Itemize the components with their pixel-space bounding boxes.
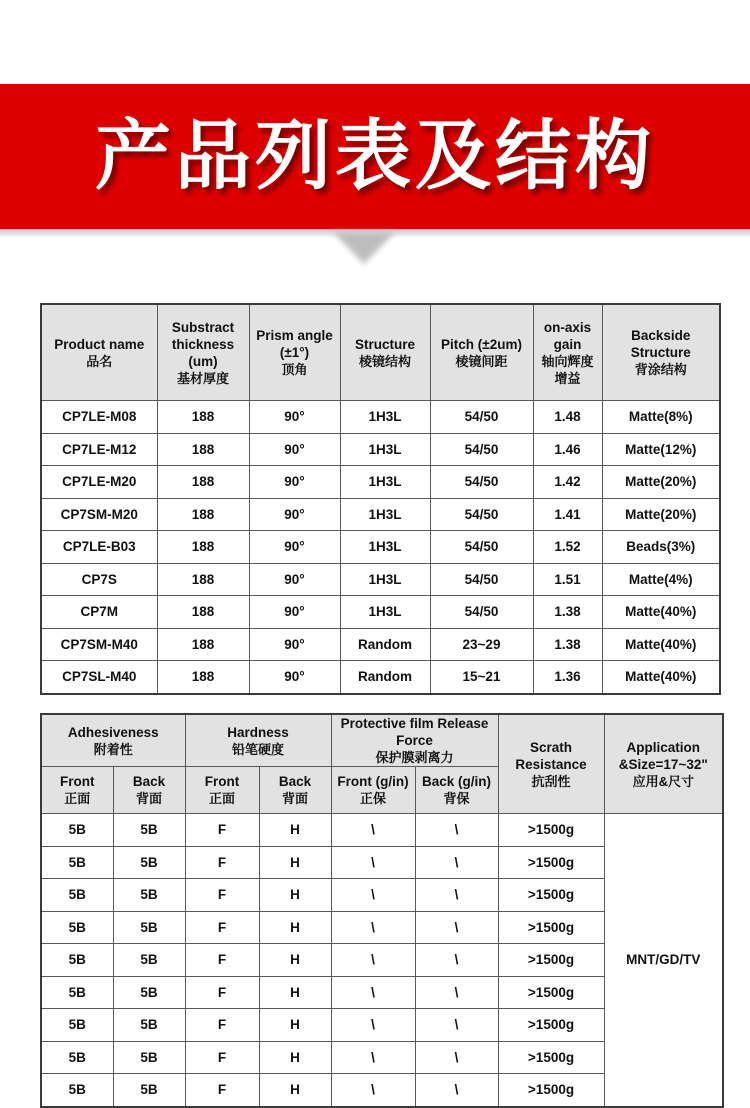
table-cell: 188 [157, 563, 249, 596]
table-cell: 1.46 [533, 433, 602, 466]
table-row [41, 433, 720, 466]
table-cell: CP7LE-B03 [41, 531, 157, 564]
table-cell: 5B [113, 911, 185, 944]
table-cell: 90° [249, 628, 340, 661]
table-cell: \ [415, 846, 498, 879]
table-cell: F [185, 911, 259, 944]
table-cell: 90° [249, 563, 340, 596]
table-cell: \ [331, 1009, 415, 1042]
table-cell: >1500g [498, 1074, 604, 1107]
table-row [41, 531, 720, 564]
table-cell: CP7LE-M08 [41, 401, 157, 434]
table-cell: CP7SL-M40 [41, 661, 157, 694]
table-cell: 23~29 [430, 628, 533, 661]
application-merged-cell: MNT/GD/TV [604, 814, 723, 1107]
table-cell: >1500g [498, 944, 604, 977]
table-cell: Random [340, 661, 430, 694]
table-cell: \ [415, 944, 498, 977]
table-cell: 5B [113, 1074, 185, 1107]
table-cell: 1H3L [340, 401, 430, 434]
table-cell: F [185, 1041, 259, 1074]
table-cell: \ [415, 1041, 498, 1074]
table-cell: 90° [249, 466, 340, 499]
table-row [41, 628, 720, 661]
spec-table-group-header-row [41, 714, 723, 767]
table-cell: \ [331, 879, 415, 912]
table-cell: 1.38 [533, 628, 602, 661]
col-header-substract-thickness: Substract thickness (um) 基材厚度 [157, 304, 249, 401]
table-cell: 5B [113, 1041, 185, 1074]
table-cell: F [185, 944, 259, 977]
table-cell: 1.48 [533, 401, 602, 434]
table-row [41, 563, 720, 596]
table-cell: 5B [113, 814, 185, 847]
table-cell: 5B [41, 976, 113, 1009]
table-cell: \ [415, 976, 498, 1009]
table-row [41, 814, 723, 847]
table-cell: CP7SM-M40 [41, 628, 157, 661]
table-cell: \ [331, 944, 415, 977]
table-cell: 188 [157, 661, 249, 694]
table-cell: >1500g [498, 976, 604, 1009]
table-cell: H [259, 879, 331, 912]
table-cell: F [185, 814, 259, 847]
table-cell: 54/50 [430, 433, 533, 466]
table-cell: 54/50 [430, 531, 533, 564]
table-cell: \ [415, 814, 498, 847]
table-cell: Matte(40%) [602, 661, 720, 694]
table-cell: Matte(20%) [602, 498, 720, 531]
table-cell: 90° [249, 433, 340, 466]
col-header-adhesiveness: Adhesiveness 附着性 [41, 714, 185, 767]
table-cell: >1500g [498, 1041, 604, 1074]
col-header-on-axis-gain: on-axis gain 轴向辉度增益 [533, 304, 602, 401]
table-cell: 1.42 [533, 466, 602, 499]
table-cell: 188 [157, 628, 249, 661]
table-cell: Matte(40%) [602, 628, 720, 661]
table-cell: 1.38 [533, 596, 602, 629]
table-cell: 5B [41, 1009, 113, 1042]
table-cell: H [259, 846, 331, 879]
table-cell: 90° [249, 498, 340, 531]
table-cell: 1.51 [533, 563, 602, 596]
table-cell: 1.36 [533, 661, 602, 694]
table-cell: 5B [41, 879, 113, 912]
table-cell: F [185, 976, 259, 1009]
table-cell: 5B [41, 911, 113, 944]
table-row [41, 498, 720, 531]
table-cell: 90° [249, 661, 340, 694]
table-cell: CP7LE-M12 [41, 433, 157, 466]
table-cell: 1.52 [533, 531, 602, 564]
table-cell: Random [340, 628, 430, 661]
product-table-body [41, 401, 720, 694]
sub-header-release-back: Back (g/in) 背保 [415, 767, 498, 814]
table-cell: 188 [157, 531, 249, 564]
table-cell: Matte(12%) [602, 433, 720, 466]
product-table-header-row [41, 304, 720, 401]
sub-header-adhesiveness-front: Front 正面 [41, 767, 113, 814]
sub-header-release-front: Front (g/in) 正保 [331, 767, 415, 814]
table-cell: 188 [157, 596, 249, 629]
table-cell: 188 [157, 401, 249, 434]
col-header-structure: Structure 棱镜结构 [340, 304, 430, 401]
table-cell: \ [331, 814, 415, 847]
table-cell: 188 [157, 466, 249, 499]
table-cell: 5B [113, 846, 185, 879]
table-cell: 5B [41, 1074, 113, 1107]
table-cell: 54/50 [430, 401, 533, 434]
table-cell: Matte(8%) [602, 401, 720, 434]
col-header-release-force: Protective film Release Force 保护膜剥离力 [331, 714, 498, 767]
col-header-prism-angle: Prism angle (±1°) 顶角 [249, 304, 340, 401]
table-cell: \ [415, 1074, 498, 1107]
table-cell: \ [331, 1074, 415, 1107]
table-cell: 5B [41, 814, 113, 847]
table-cell: 5B [113, 879, 185, 912]
table-cell: F [185, 846, 259, 879]
table-cell: 188 [157, 498, 249, 531]
table-cell: 1H3L [340, 498, 430, 531]
table-cell: Matte(20%) [602, 466, 720, 499]
table-cell: \ [331, 846, 415, 879]
table-cell: \ [331, 1041, 415, 1074]
table-cell: \ [415, 1009, 498, 1042]
table-cell: 1H3L [340, 596, 430, 629]
table-cell: CP7M [41, 596, 157, 629]
table-cell: >1500g [498, 911, 604, 944]
spec-table-body [41, 814, 723, 1107]
table-cell: CP7LE-M20 [41, 466, 157, 499]
table-cell: F [185, 1074, 259, 1107]
table-cell: CP7SM-M20 [41, 498, 157, 531]
table-cell: H [259, 911, 331, 944]
table-cell: >1500g [498, 879, 604, 912]
table-cell: 1H3L [340, 433, 430, 466]
table-cell: >1500g [498, 814, 604, 847]
table-row [41, 401, 720, 434]
table-cell: 90° [249, 401, 340, 434]
table-cell: Matte(4%) [602, 563, 720, 596]
col-header-backside-structure: Backside Structure 背涂结构 [602, 304, 720, 401]
table-cell: 5B [113, 976, 185, 1009]
table-cell: \ [415, 879, 498, 912]
table-cell: F [185, 879, 259, 912]
table-cell: 1H3L [340, 563, 430, 596]
table-cell: \ [331, 911, 415, 944]
table-cell: Beads(3%) [602, 531, 720, 564]
table-cell: \ [415, 911, 498, 944]
col-header-pitch: Pitch (±2um) 棱镜间距 [430, 304, 533, 401]
table-cell: CP7S [41, 563, 157, 596]
product-table [40, 303, 721, 695]
table-cell: 188 [157, 433, 249, 466]
table-cell: \ [331, 976, 415, 1009]
sub-header-hardness-front: Front 正面 [185, 767, 259, 814]
table-cell: 54/50 [430, 466, 533, 499]
table-cell: 1H3L [340, 466, 430, 499]
table-cell: H [259, 814, 331, 847]
col-header-scratch-resistance: Scrath Resistance 抗刮性 [498, 714, 604, 814]
table-cell: 1H3L [340, 531, 430, 564]
table-cell: 5B [113, 944, 185, 977]
table-cell: 54/50 [430, 498, 533, 531]
table-cell: H [259, 1074, 331, 1107]
table-cell: 54/50 [430, 596, 533, 629]
table-cell: 5B [113, 1009, 185, 1042]
sub-header-hardness-back: Back 背面 [259, 767, 331, 814]
table-cell: 54/50 [430, 563, 533, 596]
table-cell: 90° [249, 531, 340, 564]
table-cell: 15~21 [430, 661, 533, 694]
col-header-application-size: Application &Size=17~32" 应用&尺寸 [604, 714, 723, 814]
col-header-hardness: Hardness 铅笔硬度 [185, 714, 331, 767]
table-cell: 1.41 [533, 498, 602, 531]
col-header-product-name: Product name 品名 [41, 304, 157, 401]
table-row [41, 466, 720, 499]
table-row [41, 661, 720, 694]
page-title: 产品列表及结构 [95, 113, 655, 199]
table-cell: H [259, 1009, 331, 1042]
table-cell: H [259, 944, 331, 977]
table-cell: Matte(40%) [602, 596, 720, 629]
spec-table [40, 713, 724, 1108]
table-cell: F [185, 1009, 259, 1042]
title-banner [0, 84, 750, 229]
banner-arrow-shadow [333, 232, 395, 264]
table-cell: 5B [41, 944, 113, 977]
table-cell: H [259, 1041, 331, 1074]
table-cell: 5B [41, 1041, 113, 1074]
table-row [41, 596, 720, 629]
table-cell: H [259, 976, 331, 1009]
table-cell: >1500g [498, 846, 604, 879]
table-cell: 90° [249, 596, 340, 629]
table-cell: 5B [41, 846, 113, 879]
table-cell: >1500g [498, 1009, 604, 1042]
sub-header-adhesiveness-back: Back 背面 [113, 767, 185, 814]
